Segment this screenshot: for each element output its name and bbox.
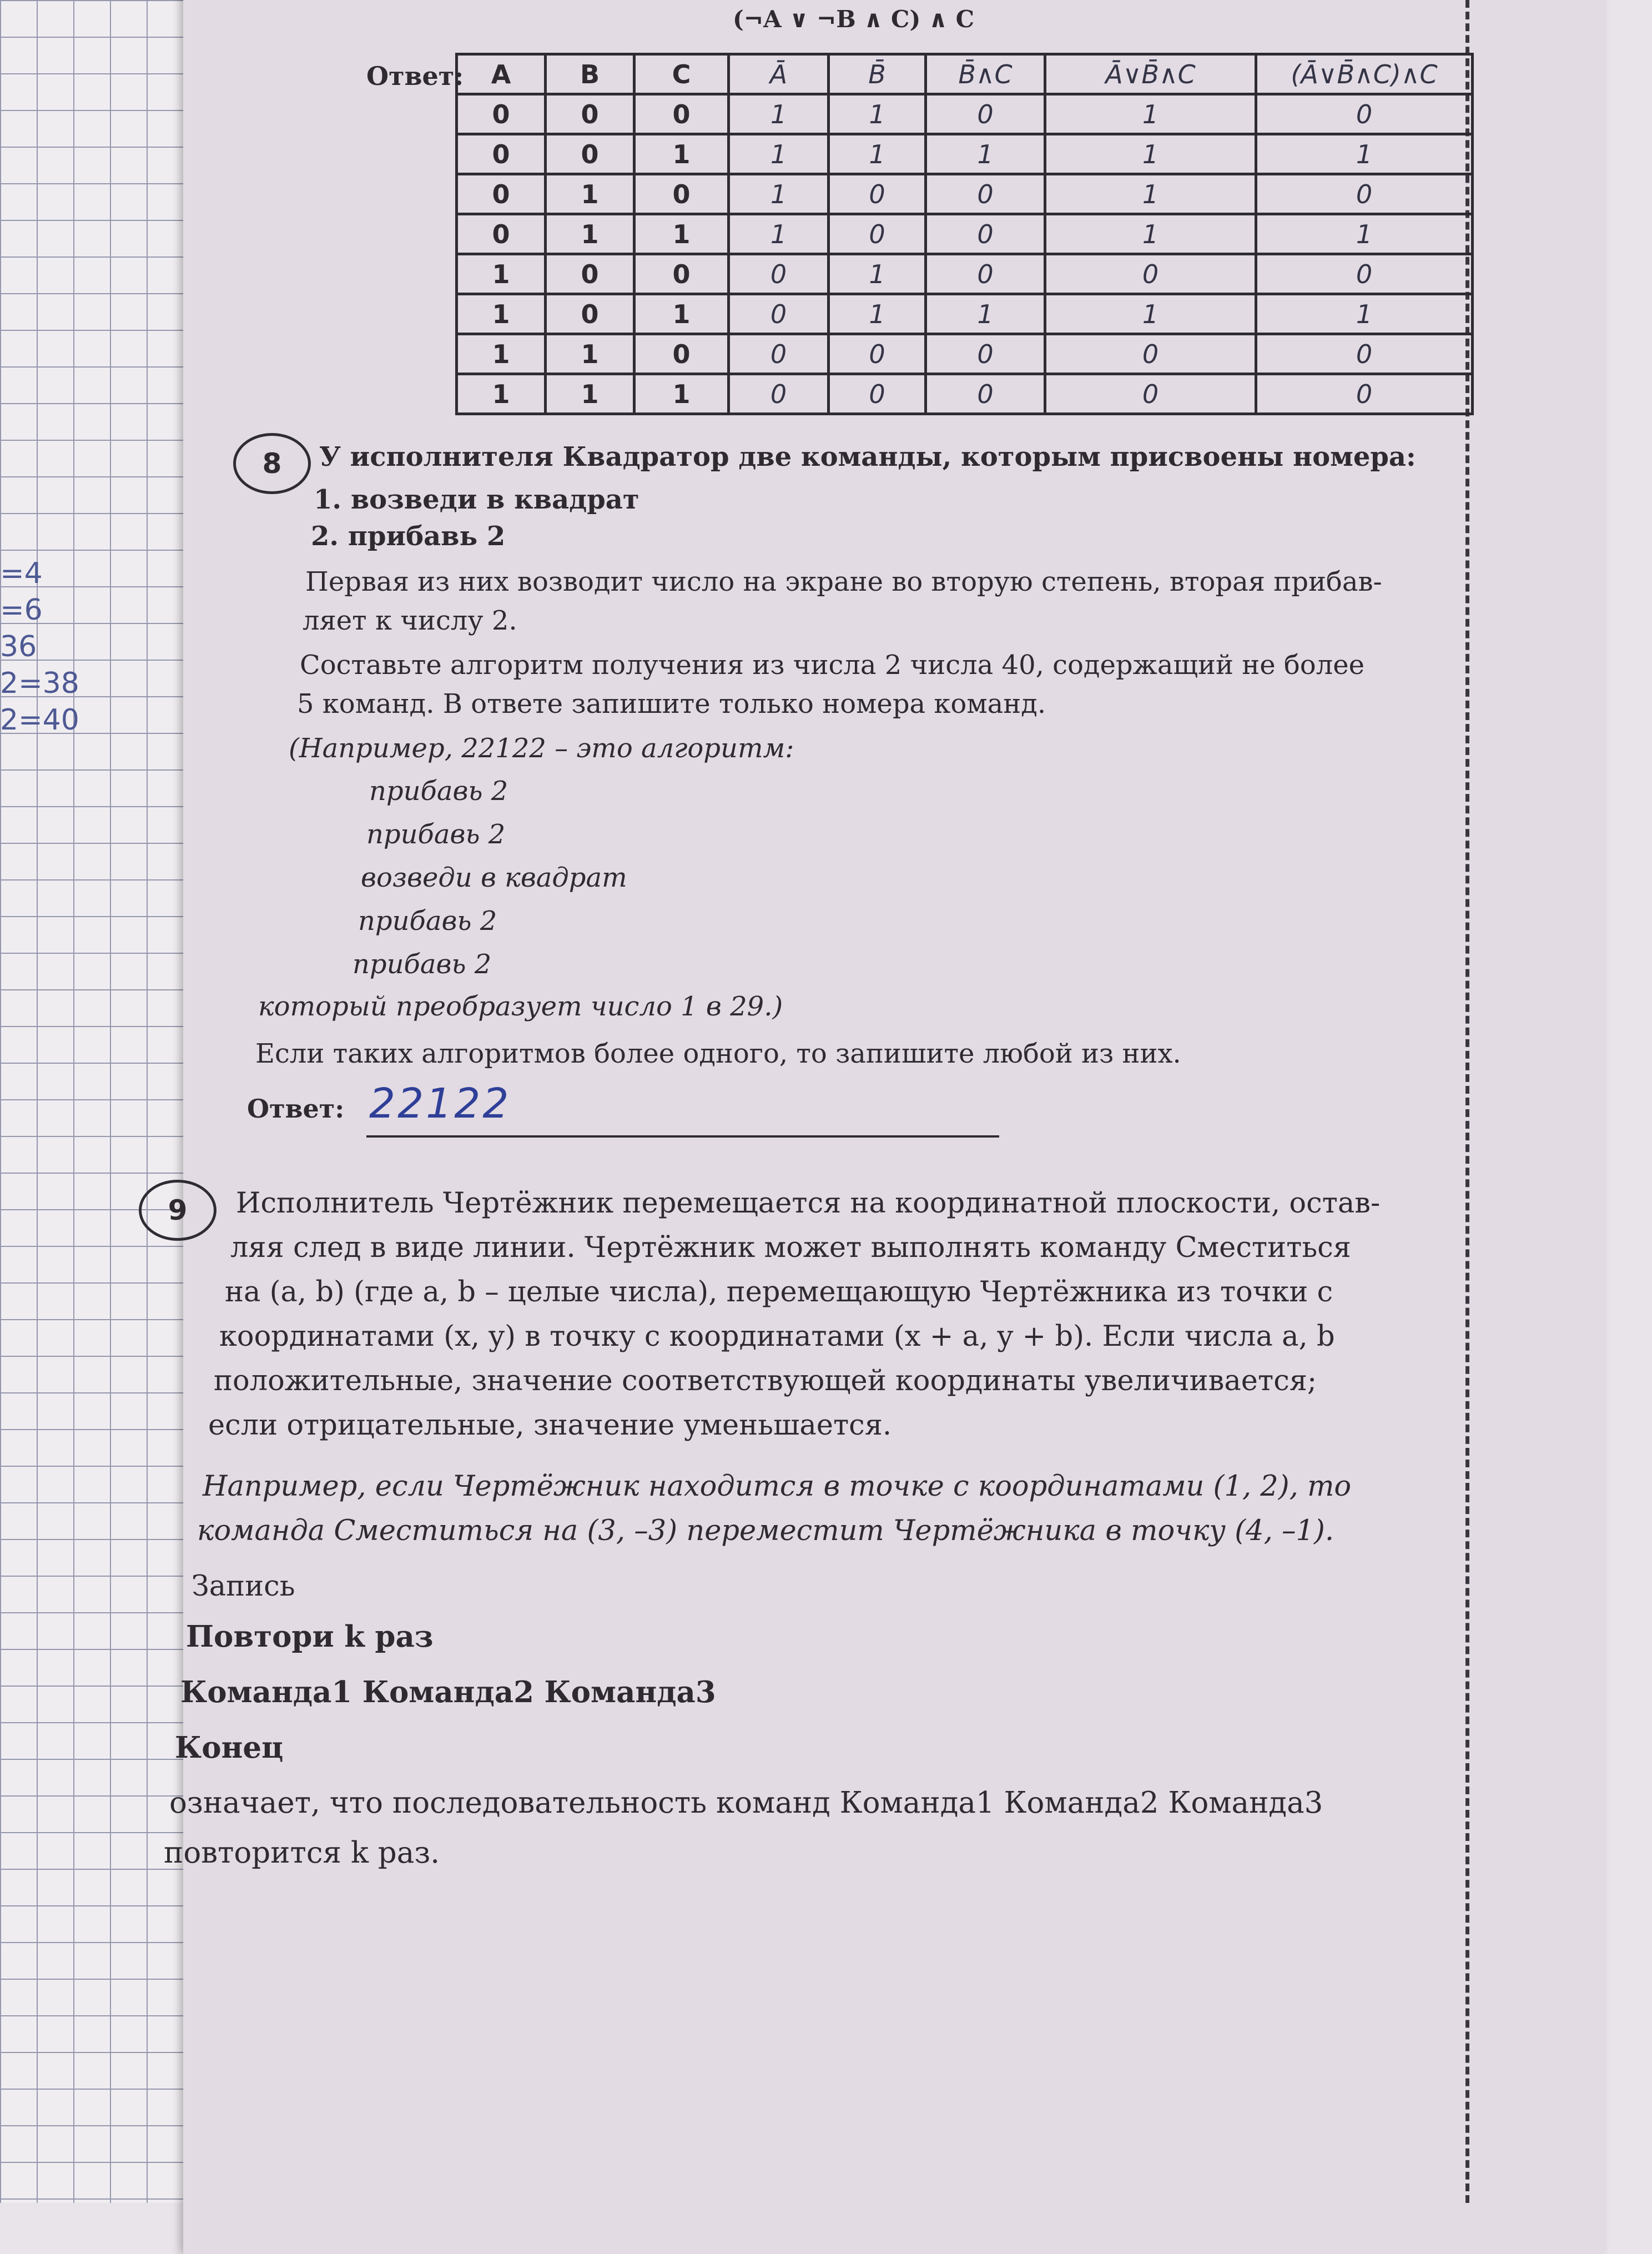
table-cell-handwritten[interactable]: 0 — [829, 174, 926, 214]
table-cell-given: 0 — [457, 134, 546, 174]
table-cell-given: 0 — [546, 94, 634, 134]
table-cell-handwritten[interactable]: 1 — [729, 94, 829, 134]
question-8-number: 8 — [233, 433, 311, 494]
table-cell-handwritten[interactable]: 0 — [1045, 374, 1256, 414]
table-cell-given: 1 — [457, 374, 546, 414]
table-cell-handwritten[interactable]: 1 — [926, 294, 1045, 334]
table-answer-label: Ответ: — [366, 61, 464, 91]
table-cell-handwritten[interactable]: 0 — [926, 174, 1045, 214]
table-cell-given: 1 — [457, 294, 546, 334]
table-row — [457, 134, 1473, 174]
table-cell-handwritten[interactable]: 1 — [1256, 134, 1473, 174]
table-cell-given: 0 — [457, 174, 546, 214]
q9-paragraph-line-3: на (a, b) (где a, b – целые числа), перемещающую Чертёжника из точки с — [225, 1276, 1333, 1309]
q8-note: Если таких алгоритмов более одного, то запишите любой из них. — [255, 1038, 1181, 1069]
q8-example-step-1: прибавь 2 — [369, 776, 508, 807]
handwritten-margin-notes — [0, 555, 133, 738]
table-cell-handwritten[interactable]: 0 — [729, 254, 829, 294]
table-cell-given: 1 — [634, 374, 729, 414]
table-cell-handwritten[interactable]: 0 — [1256, 254, 1473, 294]
q9-paragraph-line-1: Исполнитель Чертёжник перемещается на координатной плоскости, остав- — [236, 1187, 1381, 1220]
q8-answer-value[interactable]: 22122 — [369, 1080, 511, 1128]
table-cell-handwritten[interactable]: 0 — [1256, 334, 1473, 374]
table-cell-given: 0 — [634, 254, 729, 294]
table-row — [457, 294, 1473, 334]
table-cell-handwritten[interactable]: 1 — [1045, 134, 1256, 174]
q9-repeat-line: Повтори k раз — [186, 1619, 434, 1654]
q9-paragraph-line-2: ляя след в виде линии. Чертёжник может выполнять команду Сместиться — [230, 1231, 1351, 1264]
table-cell-handwritten[interactable]: 1 — [829, 134, 926, 174]
table-cell-handwritten[interactable]: 1 — [1045, 174, 1256, 214]
q8-answer-line — [366, 1135, 999, 1138]
table-cell-handwritten[interactable]: 0 — [729, 334, 829, 374]
table-row — [457, 334, 1473, 374]
margin-note: 2=40 — [0, 703, 79, 737]
table-cell-handwritten[interactable]: 0 — [829, 334, 926, 374]
q9-end-line: Конец — [175, 1730, 284, 1765]
truth-table — [455, 53, 1474, 415]
table-cell-given: 1 — [546, 334, 634, 374]
q9-example-line-1: Например, если Чертёжник находится в точке с координатами (1, 2), то — [203, 1470, 1352, 1503]
header-not-a: Ā — [729, 54, 829, 94]
q8-task-line-1: Составьте алгоритм получения из числа 2 числа 40, содержащий не более — [300, 650, 1365, 681]
table-cell-given: 1 — [546, 174, 634, 214]
q8-example-outro: который преобразует число 1 в 29.) — [258, 991, 783, 1022]
formula-header: (¬A ∨ ¬B ∧ C) ∧ C — [733, 6, 975, 33]
header-c: C — [634, 54, 729, 94]
q8-command-2: 2. прибавь 2 — [311, 521, 506, 552]
q9-commands-line: Команда1 Команда2 Команда3 — [180, 1675, 716, 1709]
margin-note: 36 — [0, 630, 37, 663]
table-row — [457, 94, 1473, 134]
table-cell-handwritten[interactable]: 1 — [1256, 294, 1473, 334]
margin-note: =4 — [0, 557, 43, 590]
table-cell-given: 1 — [634, 294, 729, 334]
table-cell-handwritten[interactable]: 0 — [829, 374, 926, 414]
header-not-b: B̄ — [829, 54, 926, 94]
header-not-a-or-not-b-and-c: Ā∨B̄∧C — [1045, 54, 1256, 94]
header-result: (Ā∨B̄∧C)∧C — [1256, 54, 1473, 94]
question-9-number: 9 — [139, 1180, 216, 1241]
table-cell-handwritten[interactable]: 1 — [829, 94, 926, 134]
table-cell-handwritten[interactable]: 1 — [829, 294, 926, 334]
table-cell-handwritten[interactable]: 0 — [926, 334, 1045, 374]
table-cell-handwritten[interactable]: 0 — [1045, 334, 1256, 374]
q8-example-intro: (Например, 22122 – это алгоритм: — [289, 733, 794, 764]
table-row — [457, 374, 1473, 414]
table-cell-handwritten[interactable]: 1 — [1045, 94, 1256, 134]
table-cell-handwritten[interactable]: 0 — [729, 374, 829, 414]
header-not-b-and-c: B̄∧C — [926, 54, 1045, 94]
table-row — [457, 214, 1473, 254]
q8-example-step-3: возведи в квадрат — [361, 862, 627, 893]
q9-paragraph-line-5: положительные, значение соответствующей координаты увеличивается; — [214, 1365, 1317, 1397]
table-cell-given: 0 — [634, 174, 729, 214]
table-cell-handwritten[interactable]: 0 — [926, 254, 1045, 294]
q8-command-1: 1. возведи в квадрат — [314, 484, 639, 515]
q8-example-step-4: прибавь 2 — [358, 905, 497, 937]
table-cell-given: 1 — [457, 334, 546, 374]
q9-paragraph-line-4: координатами (x, y) в точку с координатами (x + a, y + b). Если числа a, b — [219, 1320, 1335, 1353]
table-cell-given: 0 — [546, 294, 634, 334]
table-cell-handwritten[interactable]: 0 — [926, 94, 1045, 134]
table-cell-handwritten[interactable]: 1 — [729, 174, 829, 214]
table-cell-handwritten[interactable]: 1 — [729, 214, 829, 254]
table-cell-handwritten[interactable]: 1 — [829, 254, 926, 294]
table-cell-given: 0 — [634, 334, 729, 374]
table-cell-given: 1 — [634, 134, 729, 174]
table-cell-handwritten[interactable]: 0 — [1256, 174, 1473, 214]
table-cell-given: 0 — [546, 254, 634, 294]
table-cell-handwritten[interactable]: 1 — [926, 134, 1045, 174]
table-cell-given: 1 — [634, 214, 729, 254]
table-cell-handwritten[interactable]: 1 — [1045, 294, 1256, 334]
q8-description-line-2: ляет к числу 2. — [303, 605, 517, 636]
table-cell-handwritten[interactable]: 0 — [926, 214, 1045, 254]
table-cell-handwritten[interactable]: 0 — [1045, 254, 1256, 294]
header-a: A — [457, 54, 546, 94]
table-cell-handwritten[interactable]: 0 — [1256, 374, 1473, 414]
q9-record-label: Запись — [192, 1570, 295, 1603]
q9-meaning-line-2: повторится k раз. — [164, 1836, 440, 1870]
table-cell-given: 1 — [457, 254, 546, 294]
table-row — [457, 174, 1473, 214]
table-cell-handwritten[interactable]: 0 — [1256, 94, 1473, 134]
table-cell-handwritten[interactable]: 0 — [829, 214, 926, 254]
table-cell-given: 1 — [546, 214, 634, 254]
table-cell-handwritten[interactable]: 0 — [926, 374, 1045, 414]
margin-note: =6 — [0, 593, 43, 627]
q8-answer-label: Ответ: — [247, 1094, 345, 1124]
q8-intro: У исполнителя Квадратор две команды, которым присвоены номера: — [319, 441, 1416, 472]
table-cell-given: 0 — [457, 214, 546, 254]
header-b: B — [546, 54, 634, 94]
table-cell-given: 0 — [634, 94, 729, 134]
table-cell-handwritten[interactable]: 1 — [1045, 214, 1256, 254]
q8-task-line-2: 5 команд. В ответе запишите только номера команд. — [297, 688, 1046, 720]
table-row — [457, 254, 1473, 294]
table-cell-given: 1 — [546, 374, 634, 414]
q9-example-line-2: команда Сместиться на (3, –3) переместит Чертёжника в точку (4, –1). — [197, 1515, 1334, 1547]
table-header-row — [457, 54, 1473, 94]
q9-paragraph-line-6: если отрицательные, значение уменьшается. — [208, 1409, 892, 1442]
table-cell-handwritten[interactable]: 1 — [1256, 214, 1473, 254]
table-cell-handwritten[interactable]: 0 — [729, 294, 829, 334]
table-cell-given: 0 — [546, 134, 634, 174]
table-cell-handwritten[interactable]: 1 — [729, 134, 829, 174]
q8-example-step-2: прибавь 2 — [366, 819, 506, 850]
q8-description-line-1: Первая из них возводит число на экране во вторую степень, вторая прибав- — [305, 566, 1382, 597]
q9-meaning-line-1: означает, что последовательность команд Команда1 Команда2 Команда3 — [169, 1786, 1323, 1820]
table-cell-given: 0 — [457, 94, 546, 134]
margin-note: 2=38 — [0, 667, 79, 700]
q8-example-step-5: прибавь 2 — [352, 949, 492, 980]
